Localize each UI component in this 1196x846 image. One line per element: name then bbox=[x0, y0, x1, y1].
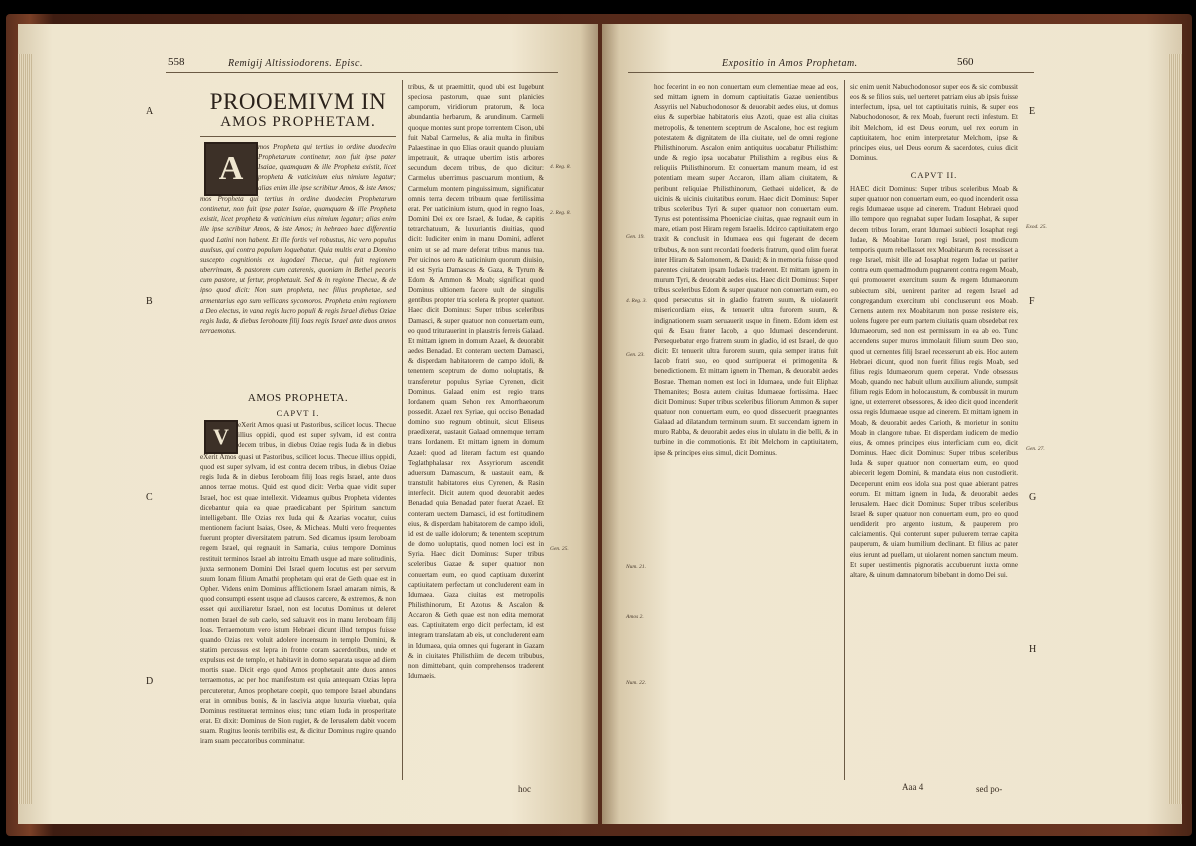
left-column-2: tribus, & ut praemittit, quod ubi est Iugebunt speciosa pastorum, quae sunt planicies camporum, viridiorum pratorum, & loca abundantia herbarum, & arundinum. Carmeli quoque montes sunt prope torrentem Cison, ubi fuit Nabal Carmelus, & alia multa in finibus Palaestinae in quo Elias orauit quando pluuiam impetrauit, & utraque ubertim istis arbores secundum decem tribus, de quo dicitur: Carmelus uberrimus pascuarum montium, & Carmelum montem pinguissimum, significatur omnis terra decem tribuum quae fertilissima erat. Per uaticinium istum, quod in regno Ioas, Domini Dei ex ore Israel, & Iudae, & capitis tetrarchatuum, & luxuriantis diuitias, quod dicit: Iudiciter enim in manu Domini, adferet enim ut se ad mare deferat tribus manus tua. Per uicinos uero & uaticinium quorum diuisio, id est Syria Damascus & Gaza, & Tyrum & Edom & Ammon & Moab; significat quod Dominus ultionem facere uult de singulis gentibus propter tria scelera & propter quatuor. Haec dicit Dominus: Super tribus sceleribus Damasci, & super quatuor non conuertam eum, eo quod triturauerint in plaustris ferreis Galaad. Et mittam ignem in domum Azael, & deuorabit aedes Benadad. Et conteram uectem Damasci, & disperdam habitatorem de campo idoli, & tenentem sceptrum de domo uoluptatis, & transferetur populus Syriae Cyrenen, dicit Dominus. Galaad enim est regio trans Iordanem quam Sehon rex Amorrhaeorum possedit. Azael rex Syriae, qui occiso Benadad domino suo regnum obtinuit, sicut Eliseus praedixerat, uastauit Galaad omnemque terram trans Iordanem. Et mittam ignem in domum Azael: quod ad literam factum est quando Teglathphalasar rex Assyriorum ascendit aduersum Damascum, & uastauit eam, & transtulit habitatores eius Cyrenen, & Rasin interfecit. Dicit autem quod deuorabit aedes Benadad quia Benadad pater fuerat Azael. Et conteram uectem Damasci, id est fortitudinem eius, & disperdam habitatorem de campo idoli, id est de ualle idolorum; & tenentem sceptrum de domo uoluptatis, quod nomen loci est in Syria. Haec dicit Dominus: Super tribus sceleribus Gazae & super quatuor non conuertam eum, eo quod captiuam duxerint captiuitatem perfectam ut concluderent eam in Idumaea. Gaza ciuitas est metropolis Philisthinorum, Et Azotus & Ascalon & Accaron & Geth quae est non edita memorat eas. Captiuitatem ergo dicit perfectam, id est integram translatam ab eis, ut concluderent eam in Idumaea, quia omnes qui fugerant in Gazam & in ciuitates Philisthiim de decem tribubus, non dimittebant, quin comprehensos traderent Idumaeis. bbox=[408, 83, 544, 681]
chapter-heading-right: CAPVT II. bbox=[910, 170, 958, 180]
chapter-text-top: eXerit Amos quasi ut Pastoribus, scilicet locus. Thecue illius oppidi, quod est super sylvam, id est contra decem tribus, in diebus Oziae regis Iuda & in diebus bbox=[238, 421, 396, 450]
right-page bbox=[602, 24, 1182, 824]
margin-ref: 4. Reg. 3. bbox=[626, 298, 647, 304]
margin-ref: 4. Reg. 8. bbox=[550, 164, 571, 170]
margin-letter-b: B bbox=[146, 296, 153, 307]
page-edge-left bbox=[18, 54, 32, 804]
open-book bbox=[6, 14, 1192, 836]
margin-ref: Gen. 23. bbox=[626, 352, 645, 358]
page-number-left: 558 bbox=[168, 56, 185, 68]
margin-letter-a: A bbox=[146, 106, 154, 117]
margin-ref: Num. 22. bbox=[626, 680, 647, 686]
page-edge-right bbox=[1168, 54, 1182, 804]
header-rule-right bbox=[628, 72, 1034, 73]
section-title: AMOS PROPHETA. bbox=[247, 392, 349, 404]
title-rule bbox=[200, 136, 396, 137]
margin-ref: Num. 21. bbox=[626, 564, 647, 570]
prooemium-subtitle: AMOS PROPHETAM. bbox=[220, 114, 376, 130]
prooemium-text: mos Propheta qui tertius in ordine duodecim Prophetarum continetur, non fuit ipse pater Isaiae, quamquam & ille Propheta existit, licet propheta & vaticinium eius nimium legatur; alias enim ille ipse scribitur Amos, & iste Amos; in hebraeo haec differentia quod Latini non habent. Et ille fortis vel robustus, hic vero populus auulsus, qui contra populum loquebatur. Quia multis erat a Domino suscepto cognitionis ex iugodaei Thecue, qui fuit regionem uberrimam, & pastorem cum caterenis, quoniam in Bethel pecoris cum pastore, ut fertur, prophetauit. Sed & in regione Thecue, & de ipso quod dicit: Non sum propheta, nec filius prophetae, sed armentarius ego sum vellicans sycomoros. Propheta enim regionem a Deo electus, in vana regis lucro populi & regis Israel diebus Oziae regis Iuda, & diebus Ieroboam filij Ioas regis Israel ante duos annos terraemotus. bbox=[200, 195, 396, 336]
margin-letter-f: F bbox=[1029, 296, 1035, 307]
prooemium-text-top: mos Propheta qui tertius in ordine duodecim Prophetarum continetur, non fuit ipse pater Isaiae, quamquam & ille Propheta existit, licet propheta & vaticinium eius nimium legatur; alias enim ille ipse scribitur Amos, & iste Amos; bbox=[258, 143, 396, 192]
chapter-dropcap: V bbox=[204, 420, 238, 454]
margin-ref: Gen. 25. bbox=[550, 546, 569, 552]
column-divider-left bbox=[402, 80, 403, 780]
margin-ref: Exod. 25. bbox=[1026, 224, 1047, 230]
column-divider-right bbox=[844, 80, 845, 780]
header-rule-left bbox=[166, 72, 558, 73]
catchword-right: sed po- bbox=[976, 784, 1003, 794]
margin-ref: Gen. 27. bbox=[1026, 446, 1045, 452]
margin-letter-d: D bbox=[146, 676, 154, 687]
margin-letter-c: C bbox=[146, 492, 153, 503]
margin-letter-h: H bbox=[1029, 644, 1037, 655]
right-column-2-top: sic enim uenit Nabuchodonosor super eos & sic combussit eos & se filios suis, uel uerteret patriam eius ab ipsis fuisse interfectum, ipsa, uel tot captiuitatis ruinis, & super eos Nabuchodonosor, & rex Moab, fuerunt recti infestum. Et ibit Melchom, id est Deus eorum, uel rex eorum in captiuitatem, hoc enim interpretatur Melchom, ipse & principes eius, uel Deus eorum & sacerdotes, cuius dicit Dominus. bbox=[850, 83, 1018, 163]
running-head-left: Remigij Altissiodorens. Episc. bbox=[228, 58, 363, 69]
signature-mark: Aaa 4 bbox=[902, 782, 924, 792]
chapter-heading: CAPVT I. bbox=[276, 408, 320, 418]
margin-letter-e: E bbox=[1029, 106, 1036, 117]
right-column-1: hoc fecerint in eo non conuertam eum clementiae meae ad eos, sed mittam ignem in domum captiuitatis Gazae uenientibus Assyriis uel Nabuchodonosor & deuorabit aedes eius, ut domus eius & superbiae habitatoris eius Azoti, quae est alia ciuitas metropolis, & tenentem sceptrum de Ascalone, hoc est regium potestatem & dignitatem de illa ciuitate, uel de omni regione Philisthinorum. Ascalon enim antiquitus uocabatur Philisthim: unde & regio ipsa uocabatur Philisthim a regibus eius & reliquiis Philisthinorum. Et conuertam manum meam, id est potentiam meam super Accaron, illam aliam ciuitatem, & peribunt reliquiae Philisthinorum, Gethaei uidelicet, & de uicinis & uicinis ciuitatibus eorum. Haec dicit Dominus: Super tribus sceleribus Tyri & super quatuor non conuertam eum. Tyrus est potentissima Phoeniciae ciuitas, quae regnauit eum in mare, etiam post Hiram regem Israelis. Idcirco captiuitatem ergo traxit & conclusit in Idumaea eos qui fugerant de decem tribubus, & non sunt recordati foederis fratrum, quod olim fuerat inter Hiram & Salomonem, & Dauid; & in memoria fuisse quod parentes ciuitatem ipsam Iudaeis traderent. Et mittam ignem in murum Tyri, & deuorabit aedes eius. Haec dicit Dominus: Super tribus sceleribus Edom & super quatuor non conuertam eum, eo quod persecutus sit in gladio fratrem suum, & uiolauerit misericordiam eius, & tenuerit ultra furorem suum, & indignationem suam seruauerit usque in finem. Edom idem est qui & Esau frater Iacob, a quo Idumaei descenderunt. Persequebatur ergo fratrem suum in gladio, id est Israel, de quo dicit: Et tenuerit ultra furorem suum, quia semper iratus fuit Iacob fratri suo, eo quod surripuerat ei primogenita & benedictionem. Et mittam ignem in Theman, & deuorabit aedes Bosrae. Theman nomen est loci in Idumaea, unde fuit Eliphaz Themanites; Bosra autem ciuitas Idumaeae fortissima. Haec dicit Dominus: Super tribus sceleribus filiorum Ammon & super quatuor non conuertam eum, eo quod dissecuerit praegnantes Galaad ad dilatandum terminum suum. Et succendam ignem in muro Rabba, & deuorabit aedes eius in ululatu in die belli, & in turbine in die commotionis. Et ibit Melchom in captiuitatem, ipse & principes eius simul, dicit Dominus. bbox=[654, 83, 838, 457]
margin-ref: Amos 2. bbox=[626, 614, 644, 620]
margin-ref: Gen. 19. bbox=[626, 234, 645, 240]
prooemium-title: PROOEMIVM IN bbox=[209, 89, 387, 114]
ornamental-dropcap: A bbox=[204, 142, 258, 196]
running-head-right: Expositio in Amos Prophetam. bbox=[722, 58, 858, 69]
page-number-right: 560 bbox=[957, 56, 974, 68]
chapter-text: eXerit Amos quasi ut Pastoribus, scilicet locus. Thecue illius oppidi, quod est super sylvam, id est contra decem tribus, in diebus Oziae regis Iuda & in diebus Ieroboam filij Ioas regis Israel, ante duos annos terrae motus. Quid est quod dicit: Verba quae vidit super Israel, hoc est quae intellexit. Videamus quibus Propheta videntes dicebantur quia ea quae praedicabant per Spiritum sanctum intelligebant. Ille Ozias rex Iuda qui & Azarias vocatur, cuius mentionem faciunt Isaias, Osee, & Micheas. Multi vero frequentes fuerunt propter diversitatem patrum. Sed dicamus ipsum Ieroboam regem Israel, qui regnauit in Samaria, cuius tempore Dominus restituit terminos Israel ab introitu Emath usque ad mare solitudinis, juxta sermonem Domini Dei Israel quem locutus est per servum suum Ionam filium Amathi prophetam qui erat de Geth quae est in Opher. Videns enim Dominus afflictionem Israel amaram nimis, & quod consumpti essent usque ad clausos carcere, & extremos, & non esset qui auxiliaretur Israel, non est locutus Dominus ut deleret nomen Israel de sub caelo, sed saluavit eos in manu Ieroboam filij Ioas. Terraemotum vero istum Hebraei dicunt illud tempus fuisse quando Ozias rex voluit adolere incensum in templo Domini, & statim percussus est lepra in fronte coram sacerdotibus, unde et expulsus est de templo, et habitavit in domo separata usque ad diem mortis suae. Dicit ergo quod Amos prophetauit ante duos annos terraemotus, ac per hoc manifestum est quia antequam Ozias lepra percuteretur, Amos prophetare coepit, quo tempore Israel abundans erat in omnibus bonis, & in lascivia atque luxuria viuebat, quia Dominus restituerat terminos eius; tunc etiam Iuda in prosperitate erat. Et dixit: Dominus de Sion rugiet, & de Ierusalem dabit vocem suam. Rugitus leonis terribilis est, & dicitur Dominus rugire quando iram suam peccatoribus comminatur. bbox=[200, 453, 396, 746]
catchword-left: hoc bbox=[518, 784, 531, 794]
margin-letter-g: G bbox=[1029, 492, 1037, 503]
right-column-2: HAEC dicit Dominus: Super tribus sceleribus Moab & super quatuor non conuertam eum, eo quod incenderit ossa regis Idumaeae usque ad cinerem. Tradunt Hebraei quod illo tempore quo regnabat super Iudam Iosaphat, & super decem tribus Ioram, erant Idumaei subiecti Iosaphat regi Iudae, & Moabitae Ioram regi Israel, post modicum temporis quum rebellasset rex Moabitarum & recessisset a rege Israel, misit ille ad Iosaphat regem Iudae ut pariter contra eum quemadmodum pugnarent contra regem Moab, qui promoueret exercitum suum & regem Idumaeorum subiectum sibi, uenirent pariter ad regem Israel ad congregandum exercitum ubi concluserunt eos Moab. Cernens autem rex Moabitarum non posse resistere eis, uolens fugere per eum partem ciuitatis quam obsedebat rex Idumaeorum, sed non est permissum in ea ab eo. Tunc accendens super muros immolauit filium suum Deo suo, quod ut cernentes filij Israel recesserunt ab eis. Hoc autem Hebraei dicunt, quod non fuerit filius regis Moab, sed filius regis Idumaeorum quem ceperat. Vnde obsessus Moab, quando nec habuit ullum auxilium aliunde, sumpsit filium regis Edom in holocaustum, & combussit in murum igne, ut exterreret obsessores, & ideo dicit quod incenderit ossa regis Idumaeae usque ad cinerem. Et mittam ignem in Moab, & deuorabit aedes Carioth, & morietur in sonitu Moab in clangore tubae. Et disperdam iudicem de medio eius, & omnes principes eius interficiam cum eo, dicit Dominus. Haec dicit Dominus: Super tribus sceleribus Iuda & super quatuor non conuertam eum, eo quod abiecerit legem Domini, & mandata eius non custodierit. Deceperunt enim eos idola sua post quae abierant patres eorum. Et mittam ignem in Iuda, & deuorabit aedes Ierusalem. Haec dicit Dominus: Super tribus sceleribus Israel & super quatuor non conuertam eum, pro eo quod uendiderit pro argento iustum, & pauperem pro calciamentis. Qui conterunt super puluerem terrae capita pauperum, & uiam humilium declinant. Et filius ac pater eius ierunt ad puellam, ut uiolarent nomen sanctum meum. Et super uestimentis pignoratis accubuerunt iuxta omne altare, & uinum damnatorum bibebant in domo Dei sui. bbox=[850, 185, 1018, 579]
margin-ref: 2. Reg. 8. bbox=[550, 210, 571, 216]
left-page bbox=[18, 24, 598, 824]
